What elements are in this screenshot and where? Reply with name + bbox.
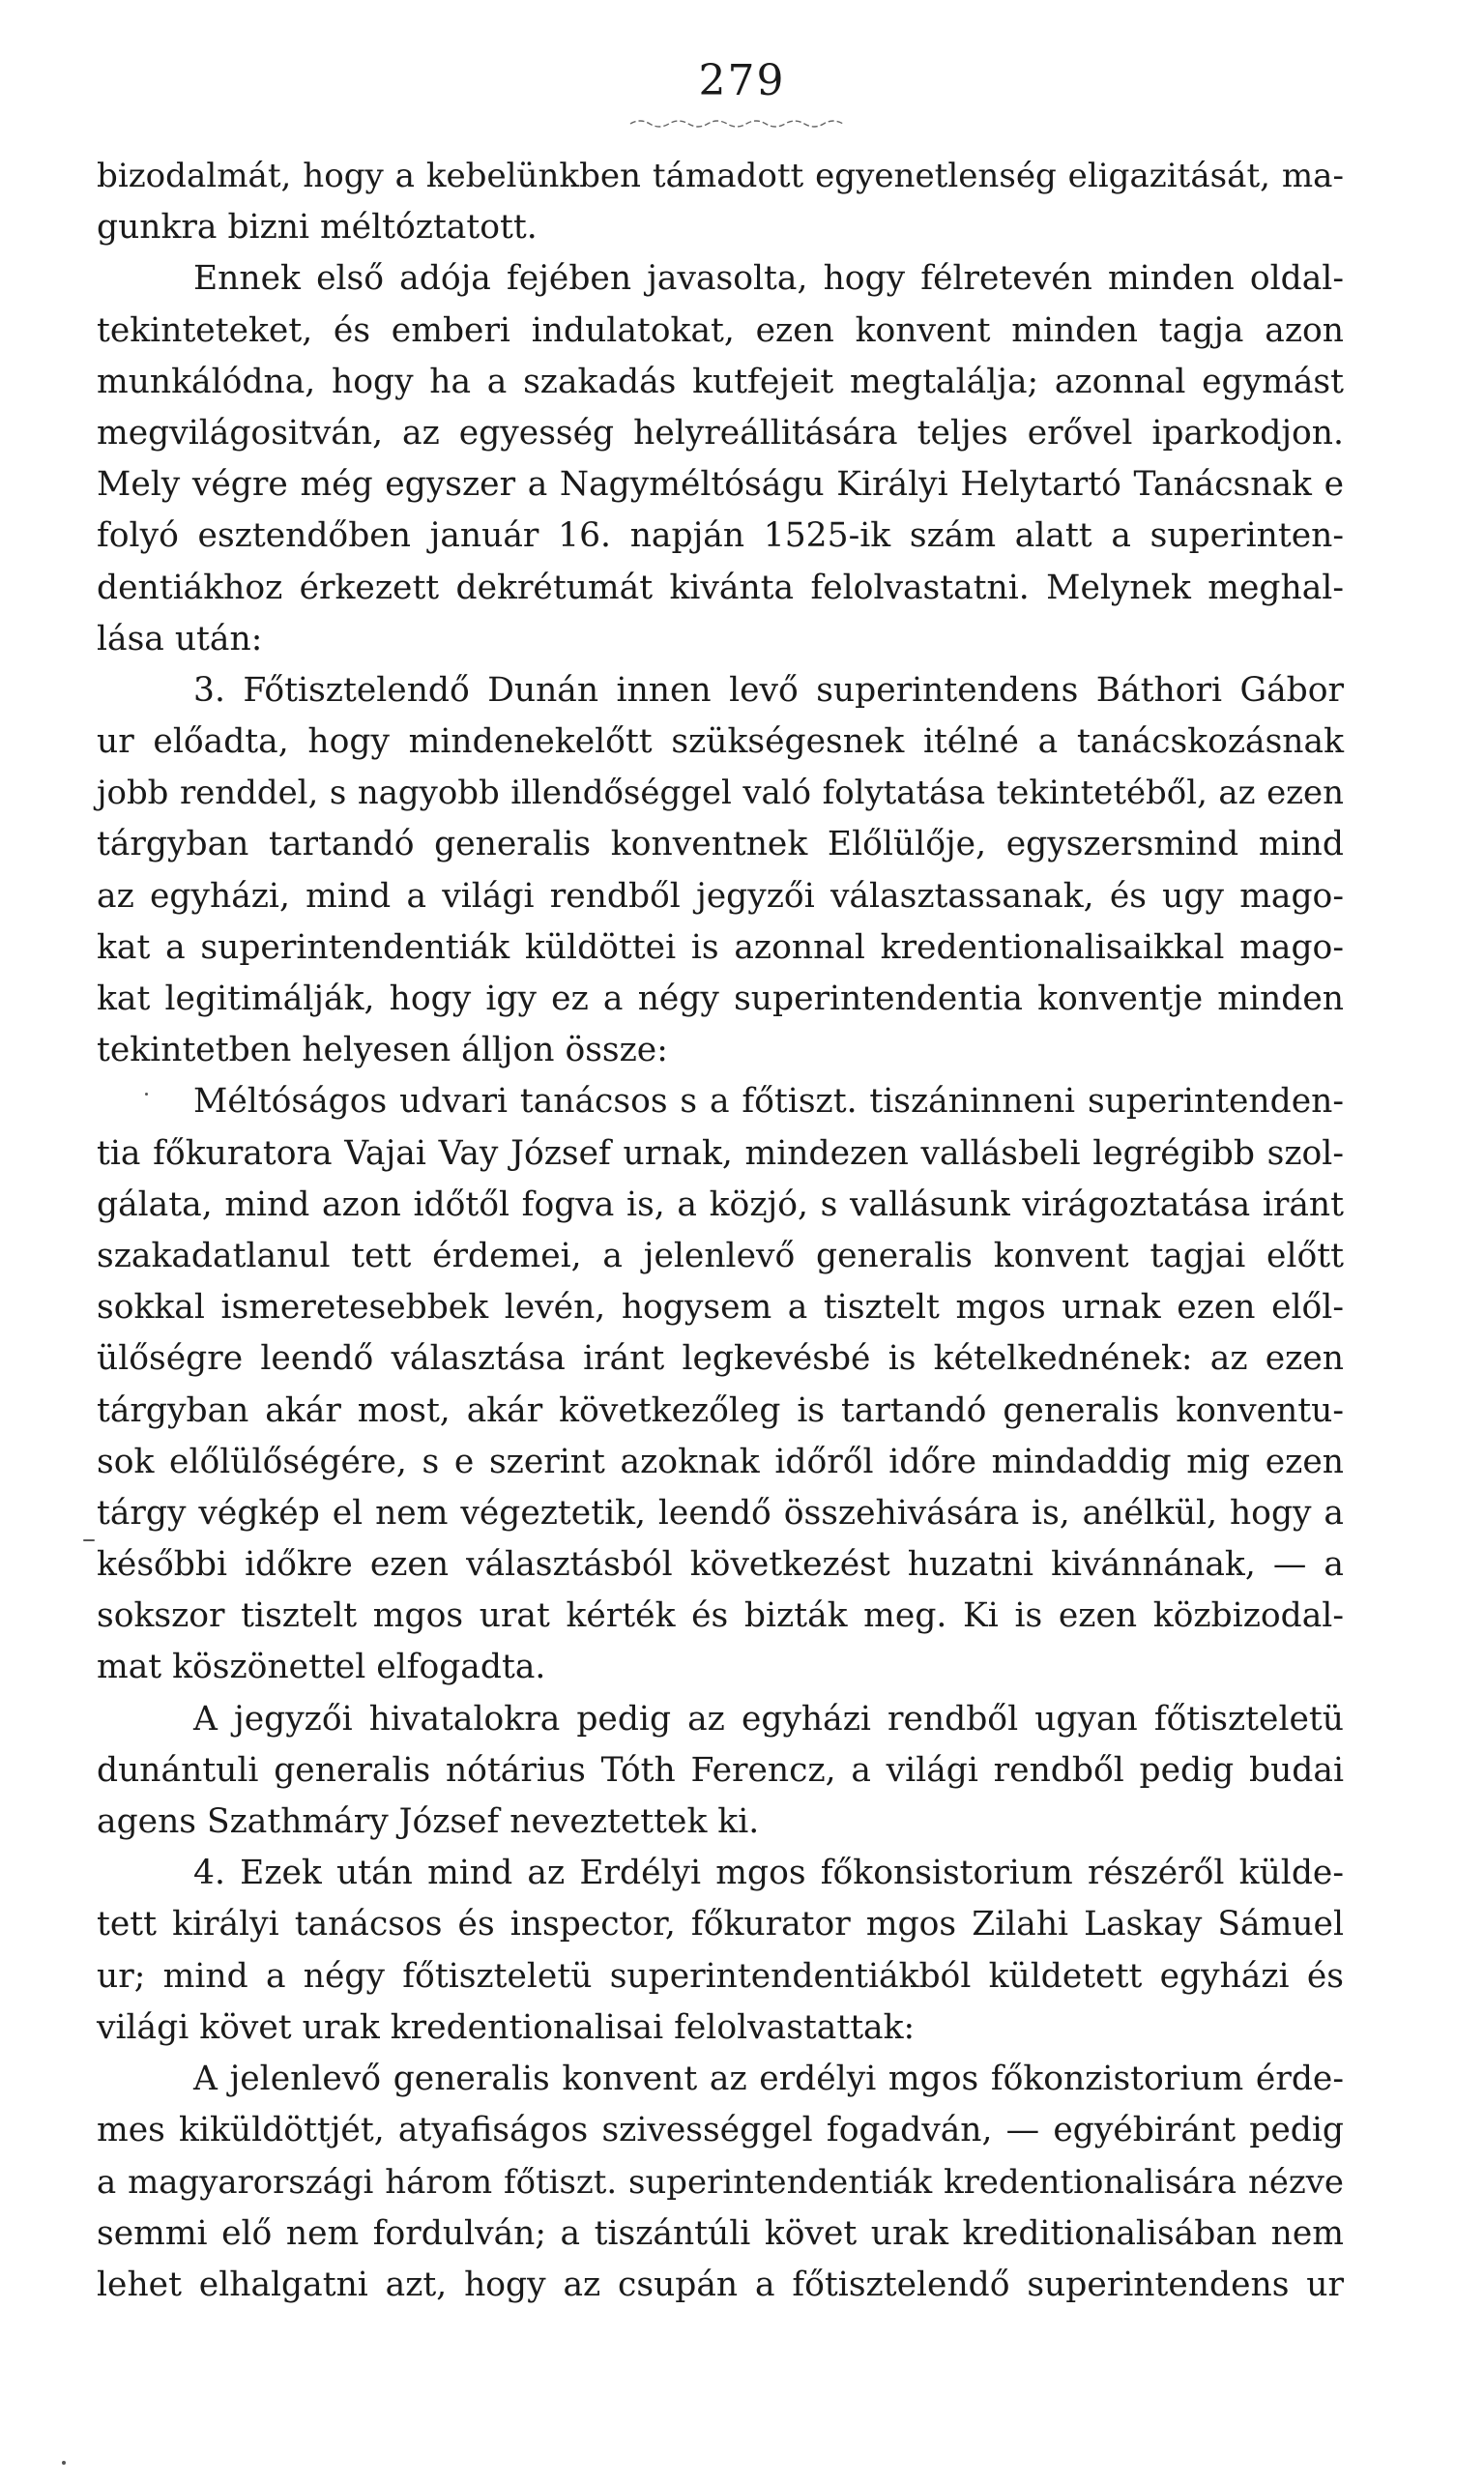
text-line: a magyarországi három főtiszt. superintendentiák kredentionalisára nézve xyxy=(97,2163,1344,2202)
paper-speck xyxy=(62,2461,66,2465)
text-line: tekinteteket, és emberi indulatokat, ezen konvent minden tagja azon xyxy=(97,310,1344,350)
paper-speck xyxy=(145,1093,148,1096)
text-line: munkálódna, hogy ha a szakadás kutfejeit megtalálja; azonnal egymást xyxy=(97,362,1344,401)
text-line: dentiákhoz érkezett dekrétumát kivánta felolvastatni. Melynek meghal- xyxy=(97,568,1344,607)
text-line: Méltóságos udvari tanácsos s a főtiszt. tiszáninneni superintenden- xyxy=(193,1082,1344,1122)
text-line: lehet elhalgatni azt, hogy az csupán a főtisztelendő superintendens ur xyxy=(97,2265,1344,2304)
text-line: sok előlülőségére, s e szerint azoknak időről időre mindaddig mig ezen xyxy=(97,1442,1344,1481)
text-line: lása után: xyxy=(97,619,263,658)
text-line: ur előadta, hogy mindenekelőtt szükségesnek itélné a tanácskozásnak xyxy=(97,722,1344,762)
text-line: A jelenlevő generalis konvent az erdélyi mgos főkonzistorium érde- xyxy=(193,2059,1344,2098)
text-line: folyó esztendőben január 16. napján 1525-ik szám alatt a superinten- xyxy=(97,516,1344,556)
page-number: 279 xyxy=(698,56,786,105)
text-line: gálata, mind azon időtől fogva is, a közjó, s vallásunk virágoztatása iránt xyxy=(97,1184,1344,1224)
text-line: megvilágositván, az egyesség helyreállitására teljes erővel iparkodjon. xyxy=(97,413,1344,453)
text-line: tia főkuratora Vajai Vay József urnak, mindezen vallásbeli legrégibb szol- xyxy=(97,1133,1344,1173)
text-line: kat a superintendentiák küldöttei is azonnal kredentionalisaikkal mago- xyxy=(97,927,1344,967)
text-line: tárgyban akár most, akár következőleg is tartandó generalis konventu- xyxy=(97,1390,1344,1430)
text-line: világi követ urak kredentionalisai felolvastattak: xyxy=(97,2007,916,2047)
text-line: kat legitimálják, hogy igy ez a négy superintendentia konventje minden xyxy=(97,979,1344,1018)
ornament-divider xyxy=(628,116,851,128)
text-line: tárgyban tartandó generalis konventnek Előlülője, egyszersmind mind xyxy=(97,825,1344,864)
text-line: mat köszönettel elfogadta. xyxy=(97,1648,546,1687)
text-line: A jegyzői hivatalokra pedig az egyházi rendből ugyan főtiszteletü xyxy=(193,1699,1344,1739)
text-line: gunkra bizni méltóztatott. xyxy=(97,208,538,248)
text-line: ülőségre leendő választása iránt legkevésbé is kételkednének: az ezen xyxy=(97,1339,1344,1379)
text-line: jobb renddel, s nagyobb illendőséggel való folytatása tekintetéből, az ezen xyxy=(97,774,1344,813)
text-line: agens Szathmáry József neveztettek ki. xyxy=(97,1802,760,1841)
text-line: 3. Főtisztelendő Dunán innen levő superintendens Báthori Gábor xyxy=(193,670,1344,710)
text-line: Mely végre még egyszer a Nagyméltóságu Királyi Helytartó Tanácsnak e xyxy=(97,465,1344,505)
text-line: Ennek első adója fejében javasolta, hogy félretevén minden oldal- xyxy=(193,259,1344,299)
body-text xyxy=(97,151,1344,2311)
text-line: sokkal ismeretesebbek levén, hogysem a tisztelt mgos urnak ezen elől- xyxy=(97,1288,1344,1328)
text-line: szakadatlanul tett érdemei, a jelenlevő generalis konvent tagjai előtt xyxy=(97,1236,1344,1275)
text-line: tárgy végkép el nem végeztetik, leendő összehivására is, anélkül, hogy a xyxy=(97,1493,1344,1533)
text-line: tett királyi tanácsos és inspector, főkurator mgos Zilahi Laskay Sámuel xyxy=(97,1905,1344,1944)
text-line: mes kiküldöttjét, atyafiságos szivességgel fogadván, — egyébiránt pedig xyxy=(97,2111,1344,2150)
text-line: semmi elő nem fordulván; a tiszántúli követ urak kreditionalisában nem xyxy=(97,2213,1344,2253)
text-line: későbbi időkre ezen választásból következést huzatni kivánnának, — a xyxy=(97,1545,1344,1585)
paper-speck xyxy=(83,1539,95,1541)
text-line: dunántuli generalis nótárius Tóth Ferencz, a világi rendből pedig budai xyxy=(97,1750,1344,1790)
text-line: az egyházi, mind a világi rendből jegyzői választassanak, és ugy mago- xyxy=(97,876,1344,916)
text-line: ur; mind a négy főtiszteletü superintendentiákból küldetett egyházi és xyxy=(97,1956,1344,1996)
text-line: bizodalmát, hogy a kebelünkben támadott egyenetlenség eligazitását, ma- xyxy=(97,157,1344,195)
text-line: tekintetben helyesen álljon össze: xyxy=(97,1031,668,1070)
text-line: sokszor tisztelt mgos urat kérték és bizták meg. Ki is ezen közbizodal- xyxy=(97,1596,1344,1636)
text-line: 4. Ezek után mind az Erdélyi mgos főkonsistorium részéről külde- xyxy=(193,1854,1344,1893)
